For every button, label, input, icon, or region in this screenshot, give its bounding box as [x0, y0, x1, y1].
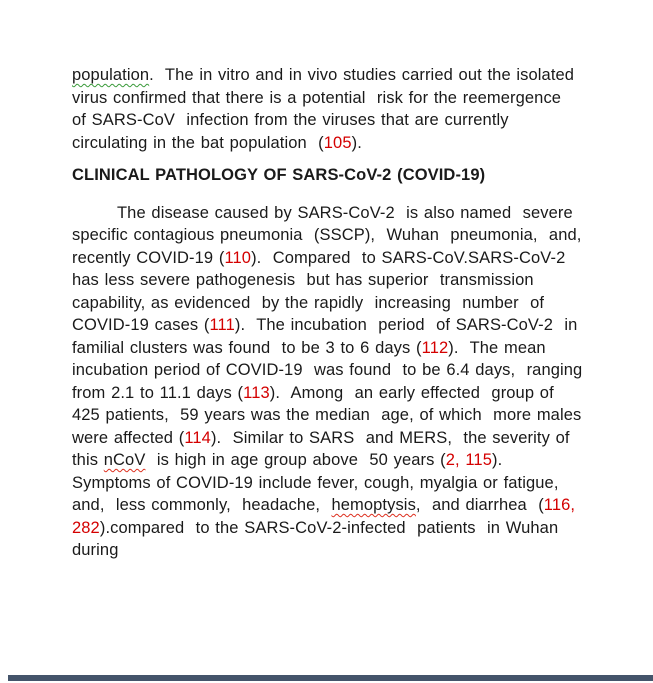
text-run: from 2.1 to 11.1 days ( [72, 383, 244, 402]
page-boundary-bar [8, 675, 653, 681]
text-line [72, 87, 612, 110]
text-line [72, 202, 612, 225]
text-line [72, 472, 612, 495]
text-line [72, 292, 612, 315]
text-run: . The in vitro and in vivo studies carried out the isolated [149, 66, 575, 84]
text-run: this [72, 451, 104, 469]
text-line [72, 449, 612, 472]
clinical-pathology-paragraph [72, 202, 612, 562]
text-line [72, 224, 612, 247]
text-run: ). Compared to SARS-CoV.SARS-CoV-2 [251, 248, 566, 267]
text-line [72, 164, 612, 187]
spellcheck-word: nCoV [103, 451, 146, 469]
citation-ref: 112 [421, 338, 449, 357]
text-run: , and diarrhea ( [415, 496, 544, 514]
text-line [72, 109, 612, 132]
citation-ref: 110 [224, 248, 252, 267]
text-run: specific contagious pneumonia (SSCP), Wuhan pneumonia, and, [72, 226, 582, 244]
text-line [72, 247, 612, 270]
text-run: were affected ( [72, 428, 185, 447]
document-text [72, 64, 612, 572]
text-run: and, less commonly, headache, [72, 496, 332, 514]
text-run: CLINICAL PATHOLOGY OF SARS-CoV-2 (COVID-19) [72, 166, 486, 184]
text-line [72, 427, 612, 450]
text-run: 425 patients, 59 years was the median age, of which more males [72, 406, 582, 424]
text-run: virus confirmed that there is a potential risk for the reemergence [72, 88, 562, 107]
text-line [72, 314, 612, 337]
intro-paragraph [72, 64, 612, 154]
text-line [72, 337, 612, 360]
text-run: ). [491, 451, 503, 469]
text-run: has less severe pathogenesis but has superior transmission [72, 271, 534, 289]
text-run: is high in age group above 50 years ( [145, 451, 446, 469]
text-run: recently COVID-19 ( [72, 248, 225, 267]
text-line [72, 494, 612, 517]
spellcheck-word: population [72, 66, 150, 84]
text-line [72, 382, 612, 405]
citation-ref: 114 [184, 428, 211, 447]
text-run: ).compared to the SARS-CoV-2-infected patients in Wuhan [99, 518, 559, 537]
citation-ref: 105 [323, 133, 352, 152]
text-run: Symptoms of COVID-19 include fever, cough, myalgia or fatigue, [72, 473, 559, 492]
text-run: COVID-19 cases ( [72, 316, 210, 334]
text-run: incubation period of COVID-19 was found to be 6.4 days, ranging [72, 361, 583, 379]
clinical-pathology-heading [72, 164, 612, 187]
text-run: ). The incubation period of SARS-CoV-2 in [234, 316, 578, 334]
text-run: ). Among an early effected group of [269, 383, 554, 402]
text-run: familial clusters was found to be 3 to 6 days ( [72, 338, 422, 357]
citation-ref: 111 [209, 316, 235, 334]
text-line [72, 517, 612, 540]
citation-ref: 2, 115 [445, 451, 492, 469]
text-run: of SARS-CoV infection from the viruses that are currently [72, 111, 509, 129]
text-line [72, 539, 612, 562]
text-run: during [72, 541, 119, 559]
text-run: ). Similar to SARS and MERS, the severity of [210, 428, 570, 447]
text-line [72, 269, 612, 292]
text-run: capability, as evidenced by the rapidly increasing number of [72, 293, 545, 312]
text-line [72, 132, 612, 155]
spellcheck-word: hemoptysis [331, 496, 416, 514]
text-line [72, 64, 612, 87]
text-run: circulating in the bat population ( [72, 133, 324, 152]
citation-ref: 282 [72, 518, 100, 537]
text-run: ). [351, 133, 362, 152]
text-line [72, 359, 612, 382]
text-run: ). The mean [448, 338, 546, 357]
text-run: The disease caused by SARS-CoV-2 is also named severe [117, 203, 573, 222]
text-line [72, 404, 612, 427]
citation-ref: 116, [543, 496, 576, 514]
citation-ref: 113 [243, 383, 270, 402]
